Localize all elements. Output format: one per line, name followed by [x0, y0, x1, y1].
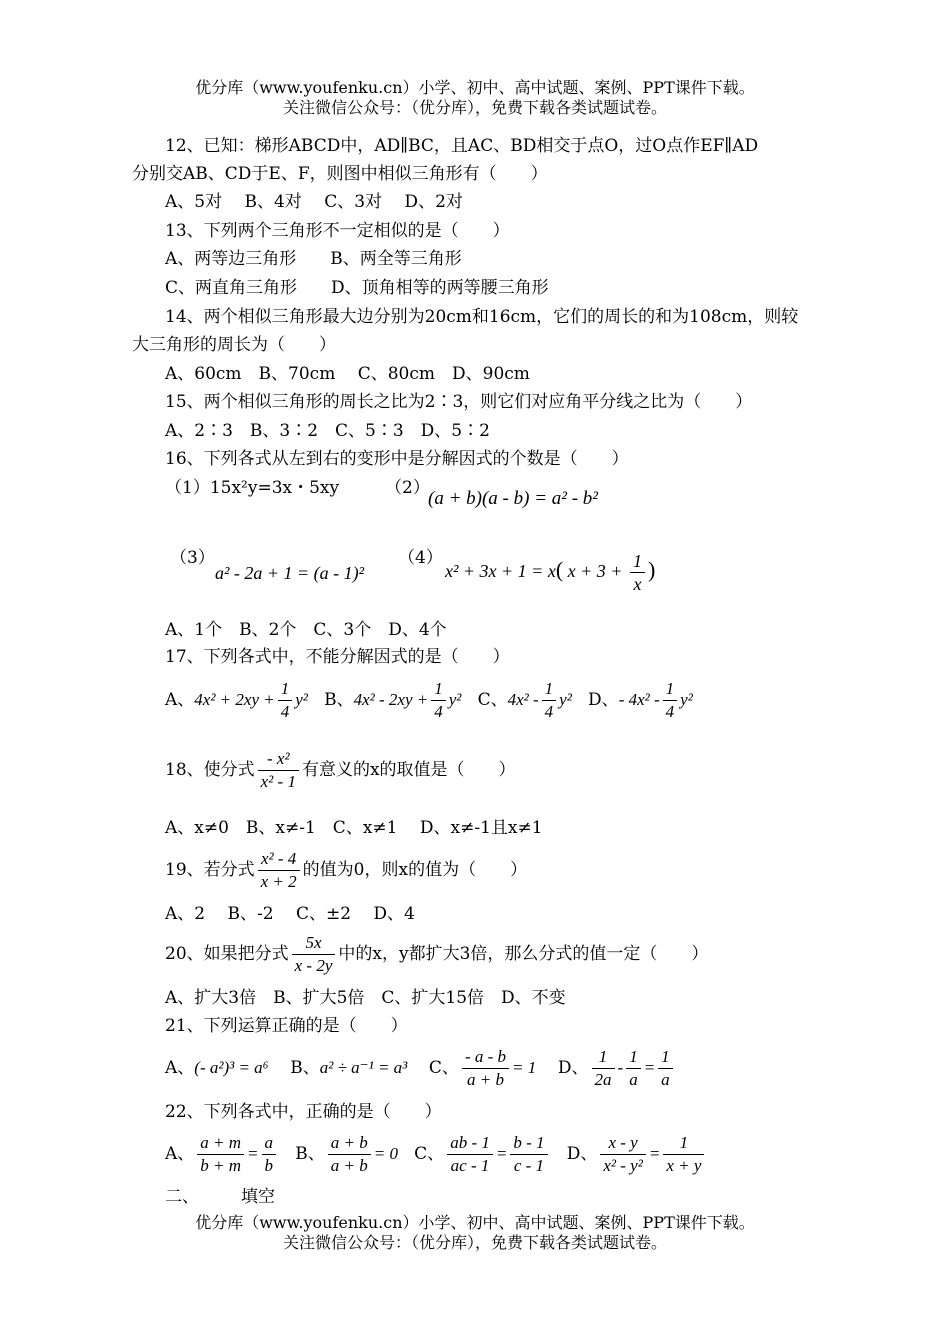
q22-B-fraction: [328, 1132, 371, 1177]
q19-frac-den: x + 2: [260, 872, 297, 891]
q21-D-label: D、: [557, 1058, 589, 1078]
q22-D-frac-num: x - y: [600, 1132, 645, 1155]
q17-B-expr: 4x² - 2xy +: [353, 690, 429, 709]
q19-suffix: 的值为0，则x的值为（ ）: [302, 860, 528, 880]
q21-D-f3-den: a: [661, 1070, 670, 1089]
q16-item-4-inner: x + 3 +: [567, 561, 623, 581]
q16-stem: 16、下列各式从左到右的变形中是分解因式的个数是（ ）: [165, 449, 629, 469]
q17-A-frac-num: 1: [278, 678, 293, 701]
q16-item-3-label: （3）: [170, 548, 215, 568]
q16-item-4-paren-open: (: [555, 557, 564, 582]
q19-prefix: 19、若分式: [165, 860, 255, 880]
q12-stem-2: 分别交AB、CD于E、F，则图中相似三角形有（ ）: [132, 164, 548, 184]
q22-D-rhs-num: 1: [663, 1132, 704, 1155]
q21-D-fraction-2: [626, 1046, 641, 1091]
q22-A-fraction: [197, 1132, 244, 1177]
q16-item-4-frac-num: 1: [630, 550, 645, 573]
q14-stem-2: 大三角形的周长为（ ）: [132, 335, 336, 355]
q17-D-expr: - 4x² -: [618, 690, 660, 709]
q18-frac-den: x² - 1: [260, 772, 296, 791]
q17-C-label: C、: [477, 690, 508, 710]
q16-item-3-expr: a² - 2a + 1 = (a - 1)²: [215, 563, 365, 583]
q16-item-1-expr: 15x²y=3x・5xy: [209, 478, 340, 498]
q16-item-2-expr: (a + b)(a - b) = a² - b²: [428, 488, 598, 509]
q17-D-y2: y²: [680, 690, 693, 709]
q18-frac-num: - x²: [258, 748, 299, 771]
q13-options-2: C、两直角三角形 D、顶角相等的两等腰三角形: [165, 278, 549, 298]
q14-stem-1: 14、两个相似三角形最大边分别为20cm和16cm，它们的周长的和为108cm，则较: [165, 307, 799, 327]
q21-A-expr: (- a²)³ = a⁶: [194, 1058, 269, 1077]
q18-options: A、x≠0 B、x≠-1 C、x≠1 D、x≠-1且x≠1: [165, 818, 543, 838]
q17-C-y2: y²: [559, 690, 572, 709]
q21-C-label: C、: [428, 1058, 459, 1078]
q16-item-4-lhs: x² + 3x + 1 = x: [445, 561, 556, 581]
q21-D-eq: =: [643, 1058, 656, 1077]
q22-C-frac-num: ab - 1: [447, 1132, 493, 1155]
q21-C-frac-num: - a - b: [462, 1046, 509, 1069]
q21-D-f1-num: 1: [592, 1046, 615, 1069]
q21-stem: 21、下列运算正确的是（ ）: [165, 1016, 408, 1036]
q17-A-expr: 4x² + 2xy +: [194, 690, 275, 709]
q16-item-2-label: （2）: [385, 478, 430, 498]
q21-D-fraction-3: [658, 1046, 673, 1091]
q22-B-label: B、: [295, 1144, 325, 1164]
q20-frac-num: 5x: [292, 932, 336, 955]
q17-A-label: A、: [165, 690, 195, 710]
q22-A-frac-num: a + m: [197, 1132, 244, 1155]
q17-D-label: D、: [588, 690, 619, 710]
q21-A-label: A、: [165, 1058, 195, 1078]
q20-fraction: [292, 932, 336, 977]
q13-stem: 13、下列两个三角形不一定相似的是（ ）: [165, 221, 510, 241]
q22-C-rhs-num: b - 1: [510, 1132, 547, 1155]
q22-C-frac-den: ac - 1: [450, 1156, 490, 1175]
q22-C-rhs-fraction: [510, 1132, 547, 1177]
q15-options: A、2∶3 B、3∶2 C、5∶3 D、5∶2: [165, 421, 490, 441]
q22-A-label: A、: [165, 1144, 195, 1164]
q21-C-fraction: [462, 1046, 509, 1091]
q16-item-4-paren-close: ): [647, 557, 656, 582]
q19-options: A、2 B、-2 C、±2 D、4: [165, 904, 415, 924]
q17-C-frac-num: 1: [542, 678, 557, 701]
q18-fraction: [258, 748, 299, 793]
q16-item-1: [165, 477, 339, 499]
q22-C-rhs-den: c - 1: [513, 1156, 545, 1175]
q16-item-4-label: （4）: [398, 548, 443, 568]
q21-C-rhs: = 1: [512, 1058, 537, 1077]
q12-stem-1: 12、已知：梯形ABCD中，AD∥BC，且AC、BD相交于点O，过O点作EF∥AD: [165, 136, 759, 156]
q17-B-fraction: [431, 678, 446, 723]
q18-suffix: 有意义的x的取值是（ ）: [301, 760, 516, 780]
q21-D-f3-num: 1: [658, 1046, 673, 1069]
q19-frac-num: x² - 4: [258, 848, 300, 871]
header-line-2: 关注微信公众号：（优分库），免费下载各类试题试卷。: [282, 98, 667, 117]
q22-A-eq: =: [247, 1144, 259, 1163]
q22-D-label: D、: [566, 1144, 598, 1164]
q21-D-minus: -: [617, 1058, 624, 1077]
q22-A-frac-den: b + m: [200, 1156, 242, 1175]
q17-B-frac-den: 4: [434, 702, 443, 721]
q21-D-f1-den: 2a: [594, 1070, 612, 1089]
q14-options: A、60cm B、70cm C、80cm D、90cm: [165, 364, 530, 384]
q22-B-rhs: = 0: [373, 1144, 398, 1163]
q16-item-1-label: （1）: [165, 478, 210, 498]
q21-B-expr: a² ÷ a⁻¹ = a³: [319, 1058, 408, 1077]
q20-options: A、扩大3倍 B、扩大5倍 C、扩大15倍 D、不变: [165, 988, 566, 1008]
section-2-heading: [165, 1186, 275, 1208]
q22-B-frac-den: a + b: [330, 1156, 368, 1175]
q20-prefix: 20、如果把分式: [165, 944, 289, 964]
q22-C-fraction: [447, 1132, 493, 1177]
q22-stem: 22、下列各式中，正确的是（ ）: [165, 1102, 442, 1122]
q13-options-1: A、两等边三角形 B、两全等三角形: [165, 249, 462, 269]
q22-C-eq: =: [495, 1144, 508, 1163]
section-2-title: 填空: [241, 1187, 275, 1207]
q15-stem: 15、两个相似三角形的周长之比为2∶3，则它们对应角平分线之比为（ ）: [165, 392, 753, 412]
footer-line-1: 优分库（www.youfenku.cn）小学、初中、高中试题、案例、PPT课件下载。: [195, 1213, 755, 1232]
q22-C-label: C、: [414, 1144, 445, 1164]
q17-D-fraction: [663, 678, 678, 723]
q17-options: [165, 676, 693, 724]
header-line-1: 优分库（www.youfenku.cn）小学、初中、高中试题、案例、PPT课件下载。: [195, 78, 755, 97]
q20-stem: [165, 930, 708, 978]
q22-D-rhs-fraction: [663, 1132, 704, 1177]
q16-item-4-expr: [445, 546, 655, 595]
q16-item-4-fraction: [630, 550, 645, 595]
q17-A-frac-den: 4: [280, 702, 290, 721]
q18-prefix: 18、使分式: [165, 760, 255, 780]
q19-fraction: [258, 848, 300, 893]
q21-D-fraction-1: [592, 1046, 615, 1091]
q22-B-frac-num: a + b: [328, 1132, 371, 1155]
q17-D-frac-den: 4: [665, 702, 675, 721]
q21-D-f2-den: a: [629, 1070, 638, 1089]
q17-B-label: B、: [324, 690, 354, 710]
q17-A-y2: y²: [295, 690, 308, 709]
q22-A-rhs-fraction: [262, 1132, 277, 1177]
q16-item-4-frac-den: x: [633, 574, 642, 595]
q20-suffix: 中的x，y都扩大3倍，那么分式的值一定（ ）: [338, 944, 709, 964]
q22-D-fraction: [600, 1132, 645, 1177]
q22-D-eq: =: [648, 1144, 661, 1163]
q17-C-expr: 4x² -: [507, 690, 539, 709]
q17-B-y2: y²: [448, 690, 462, 709]
footer-line-2: 关注微信公众号：（优分库），免费下载各类试题试卷。: [282, 1233, 667, 1252]
q20-frac-den: x - 2y: [294, 956, 333, 975]
q12-options: A、5对 B、4对 C、3对 D、2对: [165, 192, 463, 212]
q22-options: [165, 1130, 707, 1178]
q17-A-fraction: [278, 678, 293, 723]
q22-D-rhs-den: x + y: [666, 1156, 702, 1175]
q17-stem: 17、下列各式中，不能分解因式的是（ ）: [165, 647, 510, 667]
q21-B-label: B、: [290, 1058, 320, 1078]
q18-stem: [165, 746, 516, 794]
q19-stem: [165, 846, 527, 894]
q22-A-rhs-num: a: [262, 1132, 277, 1155]
q21-C-frac-den: a + b: [466, 1070, 504, 1089]
q17-B-frac-num: 1: [431, 678, 446, 701]
section-2-number: 二、: [165, 1187, 199, 1207]
q17-D-frac-num: 1: [663, 678, 678, 701]
q21-options: [165, 1044, 676, 1092]
q17-C-frac-den: 4: [544, 702, 554, 721]
q16-options: A、1个 B、2个 C、3个 D、4个: [165, 620, 447, 640]
q17-C-fraction: [542, 678, 557, 723]
q22-A-rhs-den: b: [264, 1156, 274, 1175]
q22-D-frac-den: x² - y²: [603, 1156, 643, 1175]
q21-D-f2-num: 1: [626, 1046, 641, 1069]
